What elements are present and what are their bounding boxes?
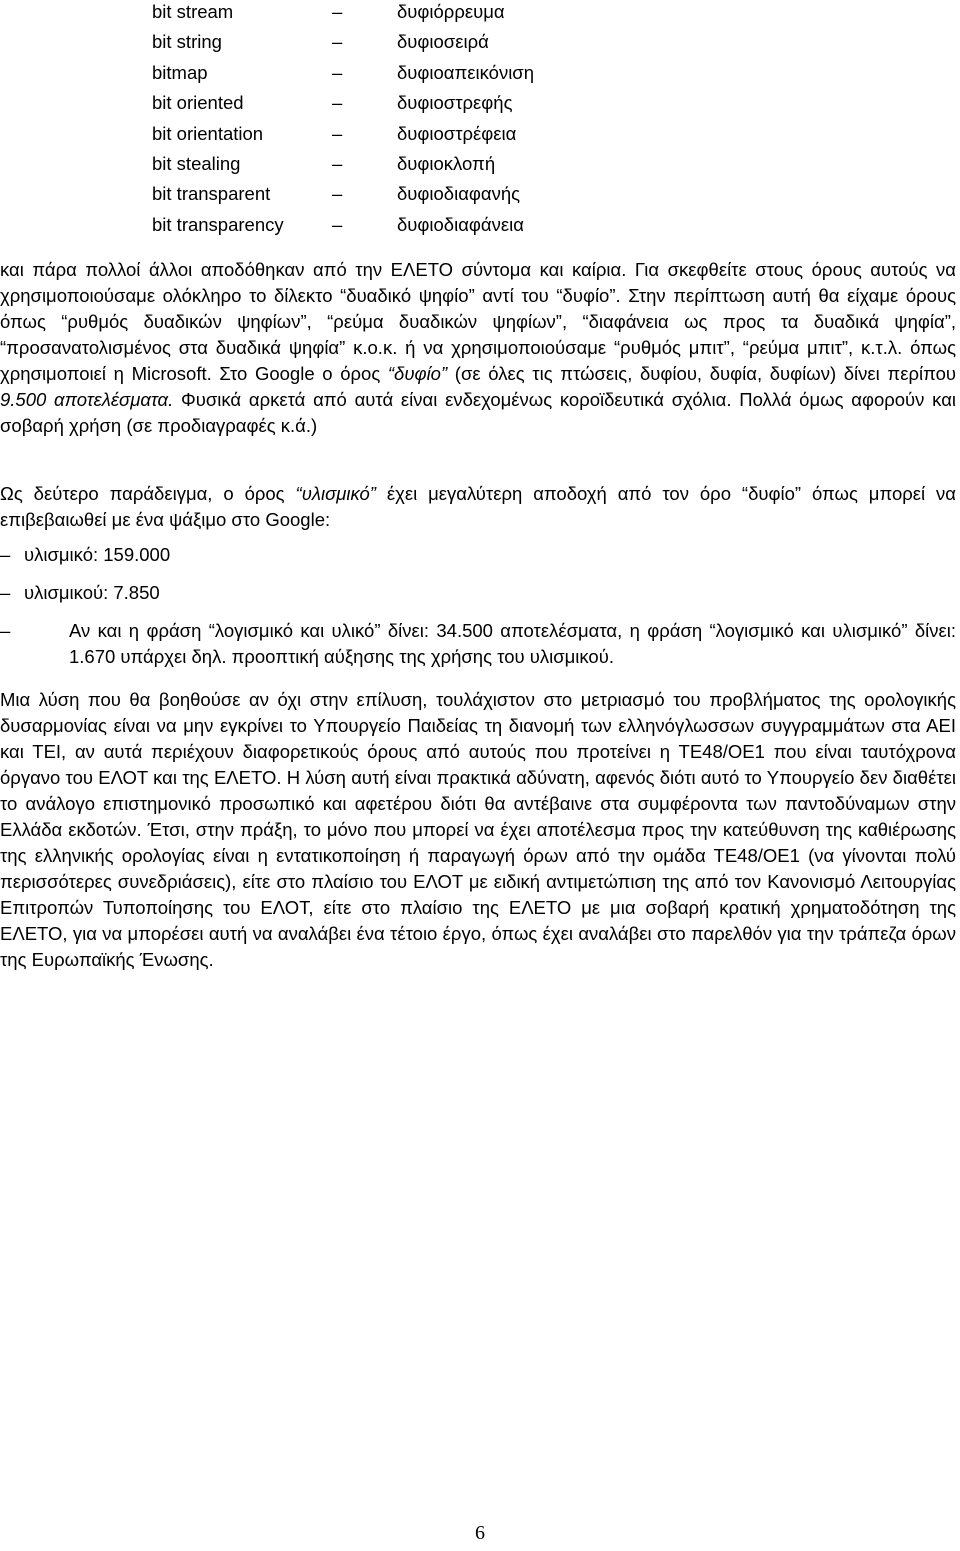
paragraph-1 <box>0 257 956 439</box>
bullet-dash: – <box>0 544 11 565</box>
paragraph-2 <box>0 481 956 533</box>
term-greek: δυφιόρρευμα <box>397 1 505 22</box>
term-dash: – <box>332 61 343 83</box>
term-list <box>152 0 752 243</box>
term-row <box>152 30 752 60</box>
term-english: bit string <box>152 31 222 53</box>
bullet-text-2: υλισμικού: 7.850 <box>24 582 160 603</box>
paragraph-1-text-c: Φυσικά αρκετά από αυτά είναι ενδεχομένως κοροϊδευτικά σχόλια. Πολλά όμως αφορούν και σοβαρή χρήση (σε προδιαγραφές κ.ά.) <box>0 389 956 436</box>
term-english: bit transparent <box>152 183 271 205</box>
term-greek: δυφιοκλοπή <box>397 152 496 174</box>
term-greek: δυφιοαπεικόνιση <box>397 61 535 83</box>
term-dash: – <box>332 122 343 144</box>
term-greek: δυφιοστρεφής <box>397 92 513 114</box>
bullet-text-3: Αν και η φράση “λογισμικό και υλικό” δίνει: 34.500 αποτελέσματα, η φράση “λογισμικό και υλισμικό” δίνει: 1.670 υπάρχει δηλ. προοπτική αύξησης της χρήσης του υλισμικού. <box>69 620 956 667</box>
term-english: bit stream <box>152 1 234 22</box>
term-english: bit stealing <box>152 152 241 174</box>
term-row <box>152 122 752 152</box>
bullet-item-3 <box>0 618 956 670</box>
term-row <box>152 182 752 212</box>
term-english: bit transparency <box>152 213 284 235</box>
term-greek: δυφιοδιαφάνεια <box>397 213 524 235</box>
term-dash: – <box>332 213 343 235</box>
term-english: bitmap <box>152 61 208 83</box>
bullet-dash: – <box>0 620 11 641</box>
term-greek: δυφιοδιαφανής <box>397 183 521 205</box>
paragraph-1-italic-results: 9.500 αποτελέσματα. <box>0 389 174 410</box>
term-greek: δυφιοσειρά <box>397 31 489 53</box>
term-row <box>152 213 752 243</box>
paragraph-1-italic-dyfio: “δυφίο” <box>387 363 448 384</box>
bullet-dash: – <box>0 582 11 603</box>
term-row <box>152 0 752 30</box>
paragraph-1-text-b: (σε όλες τις πτώσεις, δυφίου, δυφία, δυφίων) δίνει περίπου <box>447 363 956 384</box>
paragraph-1-text-a: και πάρα πολλοί άλλοι αποδόθηκαν από την ΕΛΕΤΟ σύντομα και καίρια. Για σκεφθείτε στους όρους αυτούς να χρησιμοποιούσαμε ολόκληρο το δίλεκτο “δυαδικό ψηφίο” αντί του “δυφίο”. Στην περίπτωση αυτή θα είχαμε όρους όπως “ρυθμός δυαδικών ψηφίων”, “ρεύμα δυαδικών ψηφίων”, “διαφάνεια ως προς τα δυαδικά ψηφία”, “προσανατολισμένος στα δυαδικά ψηφία” κ.ο.κ. ή να χρησιμοποιούσαμε “ρυθμός μπιτ”, “ρεύμα μπιτ”, κ.τ.λ. όπως χρησιμοποιεί η Microsoft. Στο Google ο όρος <box>0 259 956 384</box>
paragraph-2-text-a: Ως δεύτερο παράδειγμα, ο όρος <box>0 483 296 504</box>
bullet-item-2 <box>0 580 956 606</box>
bullet-item-1 <box>0 542 956 568</box>
term-dash: – <box>332 1 343 22</box>
term-row <box>152 152 752 182</box>
term-row <box>152 61 752 91</box>
term-dash: – <box>332 92 343 114</box>
term-row <box>152 91 752 121</box>
paragraph-3: Μια λύση που θα βοηθούσε αν όχι στην επίλυση, τουλάχιστον στο μετριασμό του προβλήματος της ορολογικής δυσαρμονίας είναι να μην εγκρίνει το Υπουργείο Παιδείας τη διανομή των ελληνόγλωσσων συγγραμμάτων στα ΑΕΙ και ΤΕΙ, αν αυτά περιέχουν διαφορετικούς όρους από αυτούς που προτείνει η ΤΕ48/ΟΕ1 που είναι ταυτόχρονα όργανο του ΕΛΟΤ και της ΕΛΕΤΟ. Η λύση αυτή είναι πρακτικά αδύνατη, αφενός διότι αυτό το Υπουργείο δεν διαθέτει το ανάλογο επιστημονικό προσωπικό και αφετέρου διότι θα αντέβαινε στα συμφέροντα των παντοδύναμων στην Ελλάδα εκδοτών. Έτσι, στην πράξη, το μόνο που μπορεί να έχει αποτέλεσμα προς την κατεύθυνση της καθιέρωσης της ελληνικής ορολογίας είναι η εντατικοποίηση ή παραγωγή όρων από την ομάδα ΤΕ48/ΟΕ1 (να γίνονται πολύ περισσότερες συνεδριάσεις), είτε στο πλαίσιο του ΕΛΟΤ με ειδική αντιμετώπιση της από τον Κανονισμό Λειτουργίας Επιτροπών Τυποποίησης του ΕΛΟΤ, είτε στο πλαίσιο της ΕΛΕΤΟ με μια σοβαρή κρατική χρηματοδότηση της ΕΛΕΤΟ, για να μπορέσει αυτή να αναλάβει ένα τέτοιο έργο, όπως έχει αναλάβει στο παρελθόν για την τράπεζα όρων της Ευρωπαϊκής Ένωσης. <box>0 689 956 970</box>
term-greek: δυφιοστρέφεια <box>397 122 517 144</box>
paragraph-2-italic-ylismiko: “υλισμικό” <box>295 483 376 504</box>
term-dash: – <box>332 31 343 53</box>
term-dash: – <box>332 183 343 205</box>
page-number: 6 <box>475 1522 485 1544</box>
paragraph-2-text-b: έχει μεγαλύτερη αποδοχή από τον όρο “δυφίο” όπως μπορεί να επιβεβαιωθεί με ένα ψάξιμο στο Google: <box>0 483 956 530</box>
bullet-text-1: υλισμικό: 159.000 <box>24 544 171 565</box>
term-dash: – <box>332 152 343 174</box>
term-english: bit orientation <box>152 122 264 144</box>
term-english: bit oriented <box>152 92 244 114</box>
